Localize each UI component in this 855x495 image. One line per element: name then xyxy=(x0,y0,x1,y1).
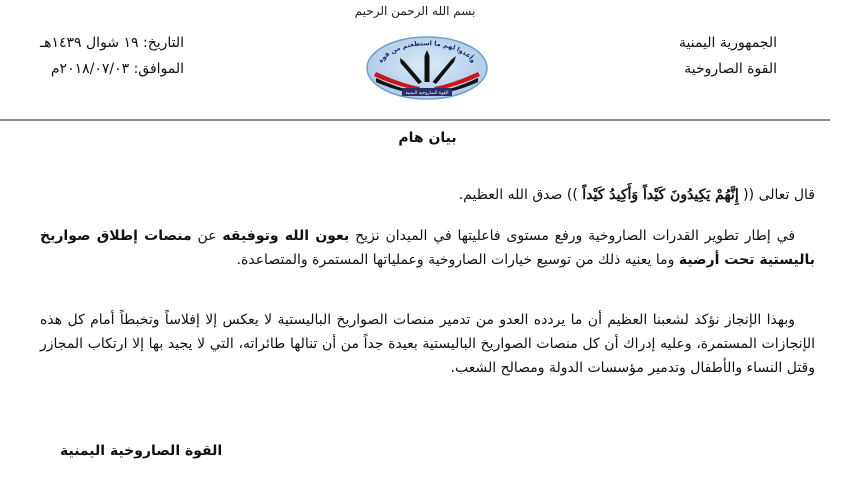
statement-title: بيان هام xyxy=(398,130,457,146)
para1-text-2: عن xyxy=(197,228,217,244)
quote-close: )) xyxy=(566,187,578,203)
paragraph-announcement xyxy=(40,224,815,272)
para1-bold-2: منصات إطلاق صواريخ باليستية تحت أرضية xyxy=(40,228,815,268)
force-name: القوة الصاروخية xyxy=(684,61,777,77)
quote-open: (( xyxy=(743,187,755,203)
quran-quote xyxy=(40,187,815,203)
logo-top-text: وأعدوا لهم ما استطعتم من قوة xyxy=(376,39,478,65)
date-gregorian: ٢٠١٨/٠٧/٠٣م xyxy=(50,61,130,77)
republic-name: الجمهورية اليمنية xyxy=(678,35,777,51)
date-block xyxy=(40,30,184,82)
corresponding-label: الموافق: xyxy=(133,61,185,77)
logo-emblem-icon xyxy=(362,32,492,102)
paragraph-assertion xyxy=(40,308,815,380)
missile-force-logo xyxy=(362,32,492,102)
para2-text: وبهذا الإنجاز نؤكد لشعبنا العظيم أن ما يردده العدو من تدمير منصات الصواريخ الباليستية لا يعكس إلا إفلاساً وتخبطاً أمام كل هذه الإنجازات المستمرة، وعليه إدراك أن كل منصات الصواريخ الباليستية بعيدة جداً من أن تنالها طائراته، التي لا يجيد بها إلا ارتكاب المجازر وقتل النساء والأطفال وتدمير مؤسسات الدولة ومصالح الشعب. xyxy=(40,312,815,376)
quote-verse: إِنَّهُمْ يَكِيدُونَ كَيْداً وَأَكِيدُ كَيْداً xyxy=(582,187,739,203)
issuer-block xyxy=(679,30,777,82)
header-divider xyxy=(0,119,830,121)
logo-missile-center xyxy=(425,50,430,82)
para1-text-3: وما يعنيه ذلك من توسيع خيارات الصاروخية وعملياتها المستمرة والمتصاعدة. xyxy=(236,252,675,268)
logo-bottom-text: القوة الصاروخية اليمنية xyxy=(405,91,449,96)
signature: القوة الصاروخية اليمنية xyxy=(60,443,223,459)
date-hijri-line xyxy=(40,30,184,56)
date-label: التاريخ: xyxy=(143,35,185,51)
para1-text-1: في إطار تطوير القدرات الصاروخية ورفع مستوى فاعليتها في الميدان نزيح xyxy=(355,228,796,244)
date-gregorian-line xyxy=(40,56,184,82)
para1-bold-1: بعون الله وتوفيقه xyxy=(222,228,350,244)
quote-intro: قال تعالى xyxy=(758,187,815,203)
quote-outro: صدق الله العظيم. xyxy=(458,187,563,203)
basmala: بسم الله الرحمن الرحيم xyxy=(354,4,476,18)
date-hijri: ١٩ شوال ١٤٣٩هـ xyxy=(40,35,139,51)
